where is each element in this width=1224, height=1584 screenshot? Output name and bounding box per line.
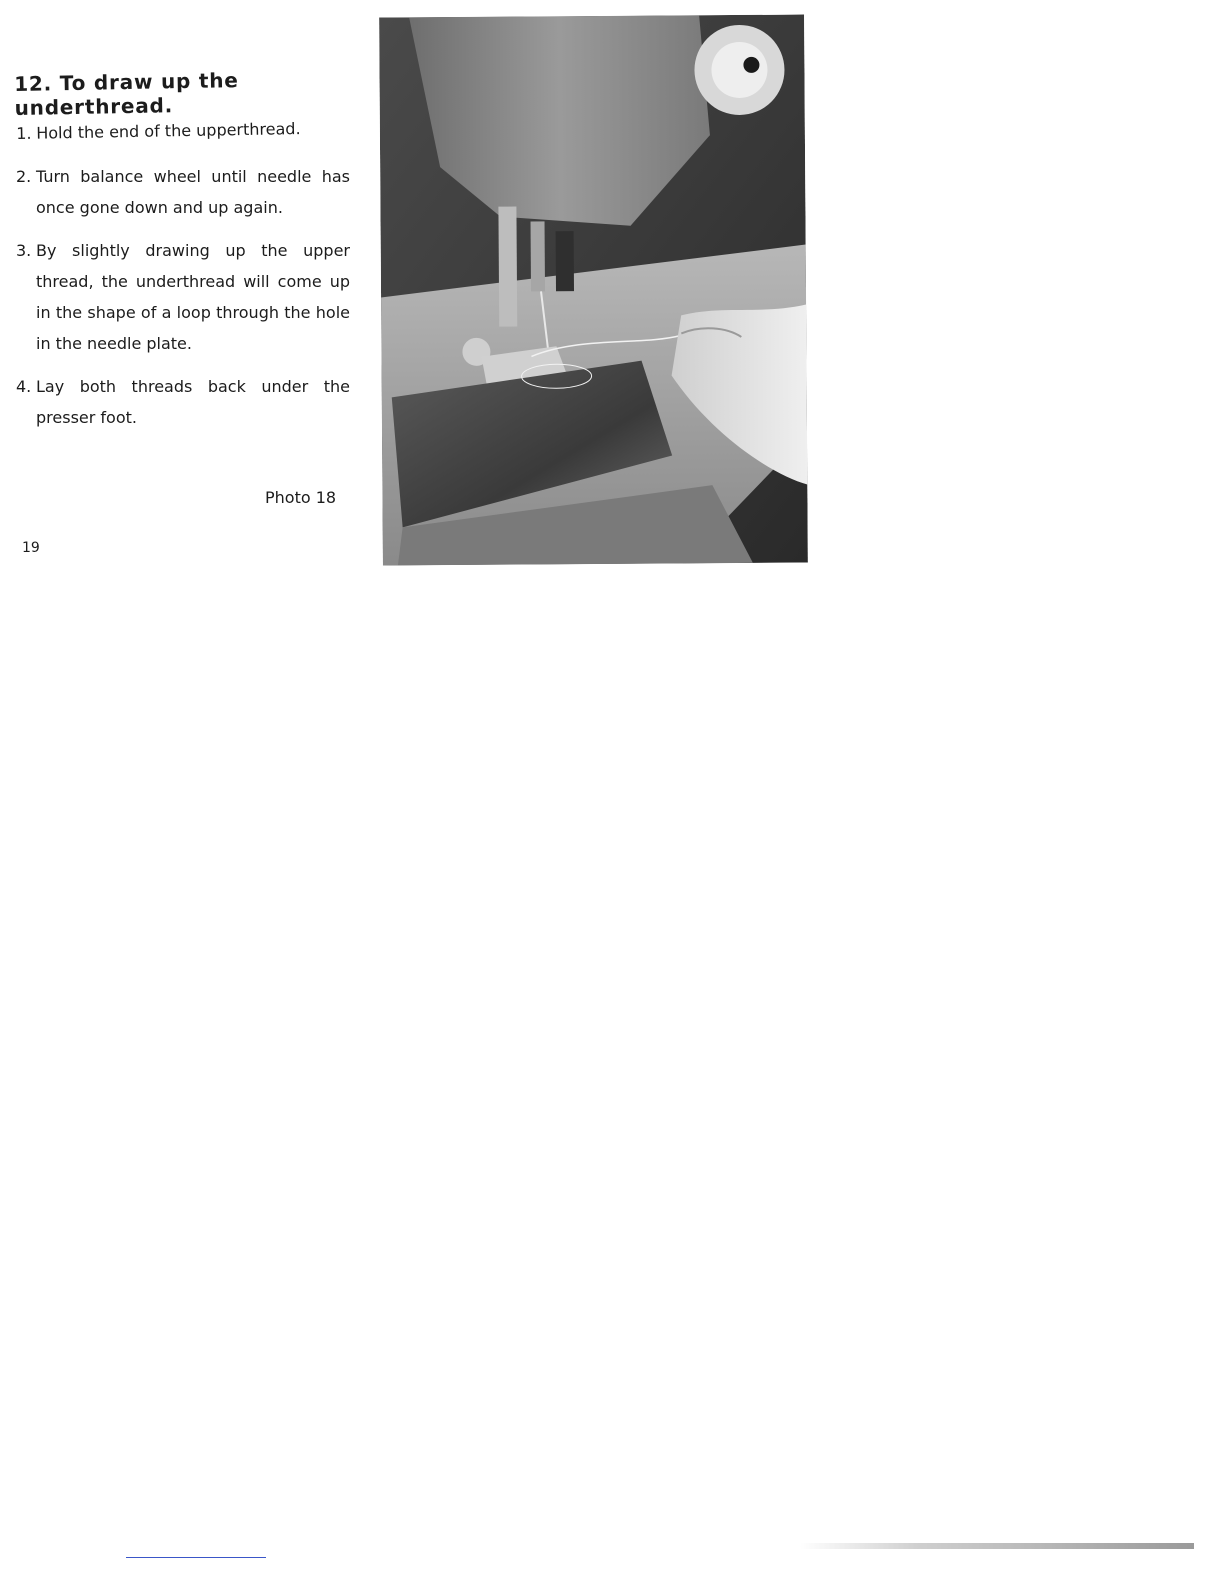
list-item	[16, 161, 350, 223]
step-number: 1.	[16, 123, 32, 143]
page-number: 19	[22, 540, 40, 556]
step-number: 3.	[16, 241, 32, 260]
list-item	[16, 371, 350, 433]
sewing-machine-photo	[379, 15, 808, 566]
footer-rule-gray	[800, 1543, 1194, 1549]
instruction-list	[16, 118, 350, 445]
step-number: 2.	[16, 167, 32, 186]
step-text: Turn balance wheel until needle has once gone down and up again.	[36, 167, 350, 217]
step-number: 4.	[16, 377, 32, 396]
list-item	[16, 112, 350, 149]
footer-rule-blue	[126, 1557, 266, 1558]
step-text: By slightly drawing up the upper thread, the underthread will come up in the shape of a loop through the hole in the needle plate.	[36, 241, 350, 353]
photo-caption: Photo 18	[265, 488, 337, 507]
list-item	[16, 235, 350, 359]
step-text: Hold the end of the upperthread.	[36, 119, 301, 143]
step-text: Lay both threads back under the presser foot.	[36, 377, 350, 427]
section-heading: 12. To draw up the underthread.	[14, 68, 239, 120]
